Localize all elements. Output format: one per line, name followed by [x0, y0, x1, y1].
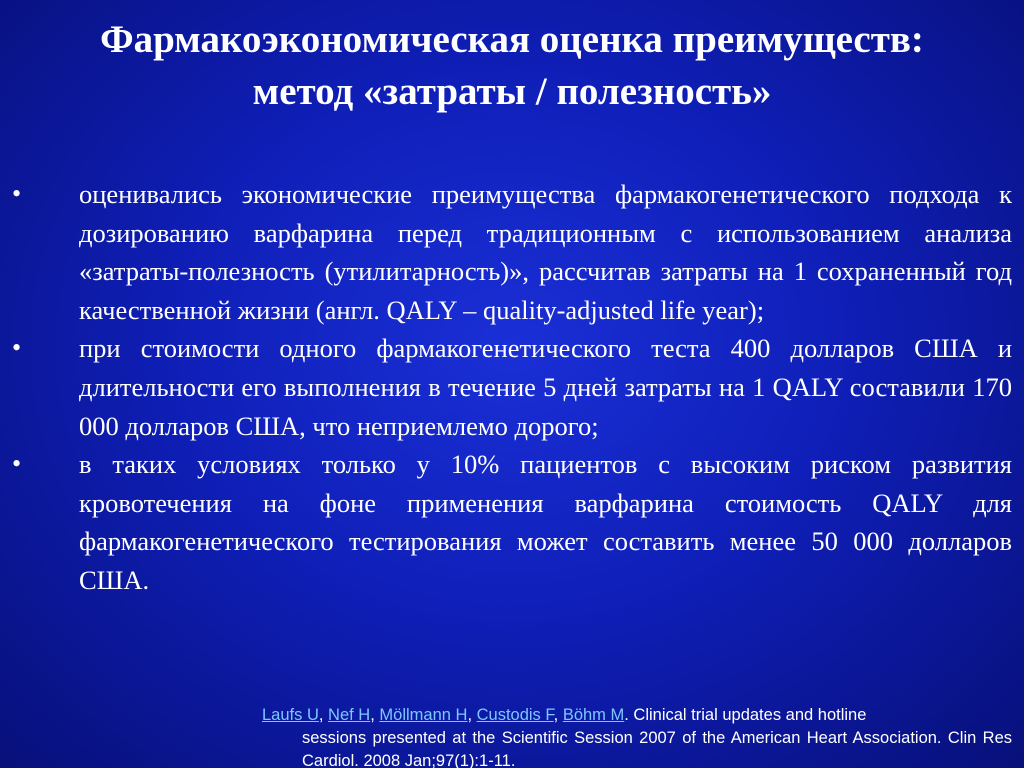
- bullet-item: [0, 329, 1024, 445]
- title-line-1: Фармакоэкономическая оценка преимуществ:: [100, 18, 924, 61]
- citation-rest: sessions presented at the Scientific Session 2007 of the American Heart Association. Clin Res Cardiol. 2008 Jan;97(1):1-11.: [302, 729, 1012, 768]
- citation-first-line: [262, 704, 1012, 727]
- author-link[interactable]: Laufs U: [262, 706, 319, 724]
- bullet-icon: •: [12, 449, 22, 479]
- author-link[interactable]: Custodis F: [476, 706, 554, 724]
- bullet-text: при стоимости одного фармакогенетического теста 400 долларов США и длительности его выполнения в течение 5 дней затраты на 1 QALY составили 170 000 долларов США, что неприемлемо дорого;: [79, 333, 1012, 441]
- bullet-text: оценивались экономические преимущества фармакогенетического подхода к дозированию варфарина перед традиционным с использованием анализа «затраты-полезность (утилитарность)», рассчитав затраты на 1 сохраненный год качественной жизни (англ. QALY – quality-adjusted life year);: [79, 179, 1012, 325]
- title-line-2: метод «затраты / полезность»: [252, 70, 772, 113]
- bullet-icon: •: [12, 333, 22, 363]
- bullet-text: в таких условиях только у 10% пациентов с высоким риском развития кровотечения на фоне применения варфарина стоимость QALY для фармакогенетического тестирования может составить менее 50 000 долларов США.: [79, 449, 1012, 595]
- citation: [262, 704, 1012, 768]
- bullet-item: [0, 175, 1024, 329]
- bullet-item: [0, 445, 1024, 599]
- citation-title-start: . Clinical trial updates and hotline: [624, 706, 867, 724]
- bullet-icon: •: [12, 179, 22, 208]
- author-separator: ,: [467, 706, 477, 724]
- author-separator: ,: [370, 706, 380, 724]
- author-link[interactable]: Möllmann H: [379, 706, 468, 724]
- author-separator: ,: [553, 706, 563, 724]
- bullet-list: [0, 175, 1024, 600]
- author-separator: ,: [318, 706, 329, 724]
- author-link[interactable]: Böhm M: [562, 706, 625, 724]
- author-link[interactable]: Nef H: [328, 706, 371, 724]
- slide-title: [20, 14, 1004, 118]
